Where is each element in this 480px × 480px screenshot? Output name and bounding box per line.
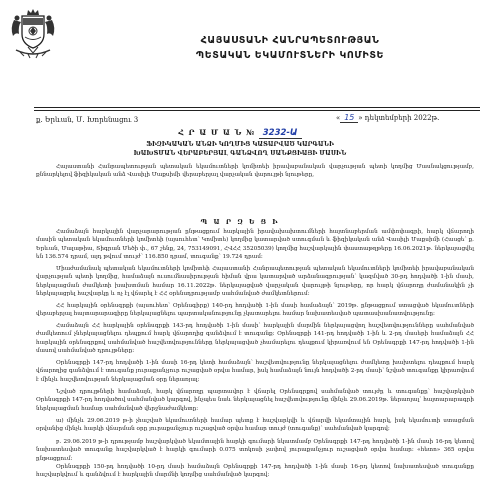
order-title [0, 128, 480, 139]
order-subject [60, 140, 420, 158]
body-paragraph-6: Նշված դրույթների համաձայն, հարկ վճարողը պարտավոր է վճարել Օրենսգրքով սահմանված տույժը և տուգանքը՝ հաշվարկված Օրենսգրքի 147-րդ հոդվածով սահմանված կարգով, ինչպես նաև ներկայացնել հաշվետվությունը մինչև 29.06.2019թ. ներառյալ՝ հայտարարագրի ներկայացման համար սահմանված վերջնաժամկետը: [36, 389, 474, 412]
date-suffix: » դեկտեմբերի 2022թ. [358, 114, 440, 122]
body-paragraph-7: ա) մինչև 29.06.2019 թ-ի չհաշված եկամուտների համար պետք է հաշվարկվի և վճարվի եկամտային հարկ, իսկ եկամուտի ստացման օրվանից մինչև հարկի վճարման օրը յուրաքանչյուր ուշացված օրվա համար տույժ (տուգանք)՝ սահմանված կարգով: [36, 418, 474, 433]
body-paragraph-3: ՀՀ հարկային օրենսգրքի (այսուհետ՝ Օրենսգիրք) 140-րդ հոդվածի 1-ին մասի համաձայն՝ 2019թ. ընթացքում ստացված եկամուտների վերաբերյալ հայտարարագիրը ներկայացնելու պարտականությունը չկատարելու համար նախատեսված պատասխանատվությունը: [36, 303, 474, 318]
body-paragraph-5: Օրենսգրքի 147-րդ հոդվածի 1-ին մասի 16-րդ կետի համաձայն՝ հաշվետվությունը ներկայացնելու ժամկետը խախտելու դեպքում հարկ վճարողից գանձվում է տուգանք յուրաքանչյուր ուշացված օրվա համար, իսկ համաձայն նույն հոդվածի 2-րդ մասի՝ նշված տուգանքը կիրառվում է մինչև հաշվետվության ներկայացման օրը ներառյալ: [36, 360, 474, 383]
org-line-1: ՀԱՅԱՍՏԱՆԻ ՀԱՆՐԱՊԵՏՈՒԹՅԱՆ [200, 35, 380, 46]
issue-date [336, 113, 439, 123]
organization-name [140, 33, 440, 63]
body-paragraph-4: Համաձայն ՀՀ հարկային օրենսգրքի 143-րդ հոդվածի 1-ին մասի՝ հարկային մարմին ներկայացվող հաշվետվությունները սահմանված ժամկետում չներկայացնելու դեպքում հարկ վճարողից գանձվում է տուգանք: Օրենսգրքի 141-րդ հոդվածի 1-ին և 2-րդ մասերի համաձայն ՀՀ հարկային օրենսգրքով սահմանված հաշվետվությունները ներկայացված չհամարելու դեպքում կիրառվում են Օրենսգրքի 147-րդ հոդվածի 1-ին մասով սահմանված դրույթները: [36, 323, 474, 355]
header-rule-thin [34, 110, 480, 111]
body-paragraph-9: Օրենսգրքի 150-րդ հոդվածի 10-րդ մասի համաձայն Օրենսգրքի 147-րդ հոդվածի 1-ին մասի 16-րդ կետով նախատեսված տուգանքը հաշվարկվում և գանձվում է հարկային մարմնի կողմից սահմանված կարգով: [36, 464, 474, 479]
decree-heading: Պ Ա Ր Զ Ե Ց Ի [200, 218, 280, 226]
subject-line-2: ԽԱԽՏՄԱՆ ՎԵՐԱԲԵՐՅԱԼ ԳԱՆՁՎՈՂ ՍԱՆՔՑԻԱՅԻ ՄԱՍԻՆ [133, 150, 347, 157]
body-paragraph-8: բ. 29.06.2019 թ-ի դրությամբ հաշվարկված եկամտային հարկի գումարի նկատմամբ Օրենսգրքի 147-րդ հոդվածի 1-ին մասի 16-րդ կետով նախատեսված տուգանք հաշվարկված է հարկի գումարի 0.075 տոկոսի չափով յուրաքանչյուր ուշացված օրվա համար: «հետո» 365 օրվա ընթացքում: [36, 439, 474, 462]
org-line-2: ՊԵՏԱԿԱՆ ԵԿԱՄՈՒՏՆԵՐԻ ԿՈՄԻՏԵ [195, 50, 385, 61]
date-day-handwritten: 15 [340, 113, 358, 123]
header-rule-thick [34, 107, 480, 108]
subject-line-1: ՖԻԶԻԿԱԿԱՆ ԱՆՁԻ ԿՈՂՄԻՑ ԿԱՏԱՐՎԱԾ ԿԱՐԳԱՆԻ [146, 141, 334, 148]
body-paragraph-2: Միաժամանակ պետական եկամուտների կոմիտեի Հայաստանի Հանրապետության պետական եկամուտների կոմիտեի իրավաբանական վարչության պետի կողմից, համաձայն ուսումնասիրության հիման վրա կատարված արձանագրության՝ կազմված 30-րդ հոդվածի 1-ին մասի, ներկայացման ժամկետի խախտման համար 16.11.2022թ. ներկայացված վարչական վարույթի նյութերը, որ հարկ վճարողը ժամանակին չի ներկայացրել հաշվարկը և ոչ էլ վճարել է ՀՀ օրենսդրությամբ սահմանված ժամկետներում: [36, 266, 474, 298]
order-number-handwritten: 3232-Ա [259, 128, 302, 139]
order-title-label: Հ Ր Ա Մ Ա Ն № [178, 128, 256, 137]
coat-of-arms-emblem [8, 6, 58, 62]
body-paragraph-1: Համաձայն հարկային վարչարարության ընթացքում հարկային իրավախախտումների հայտնաբերման ամփոփագրի, հարկ վճարողի մասին պետական եկամուտների կոմիտեի (այսուհետ՝ Կոմիտե) կողմից կատարված ստուգման և ֆիզիկական անձ Վասիլի Մաքսիմի (Հասցե՝ ք. Երևան, Մալաթիա, Տիգրան Մեծի փ., 67 շենք, 24, 753149091, ՀՎՀՀ 35205039) կողմից հաշվարկային փաստաթղթերը 16.06.2021թ. ներկայացվել են 136.574 դրամ, այդ թվում տույժ՝ 116.850 դրամ, տուգանք՝ 19.724 դրամ: [36, 229, 474, 261]
issue-location: ք. Երևան, Մ. Խորենացու 3 [36, 116, 139, 124]
date-prefix: « [336, 114, 341, 122]
intro-paragraph: Հայաստանի Հանրապետության պետական եկամուտների կոմիտեի իրավաբանական վարչության պետի կողմից Մասնակցությամբ, քննարկելով ֆիզիկական անձ Վասիլի Մաքսիմի վերաբերյալ վարչական վարույթի նյութերը, [36, 164, 474, 179]
